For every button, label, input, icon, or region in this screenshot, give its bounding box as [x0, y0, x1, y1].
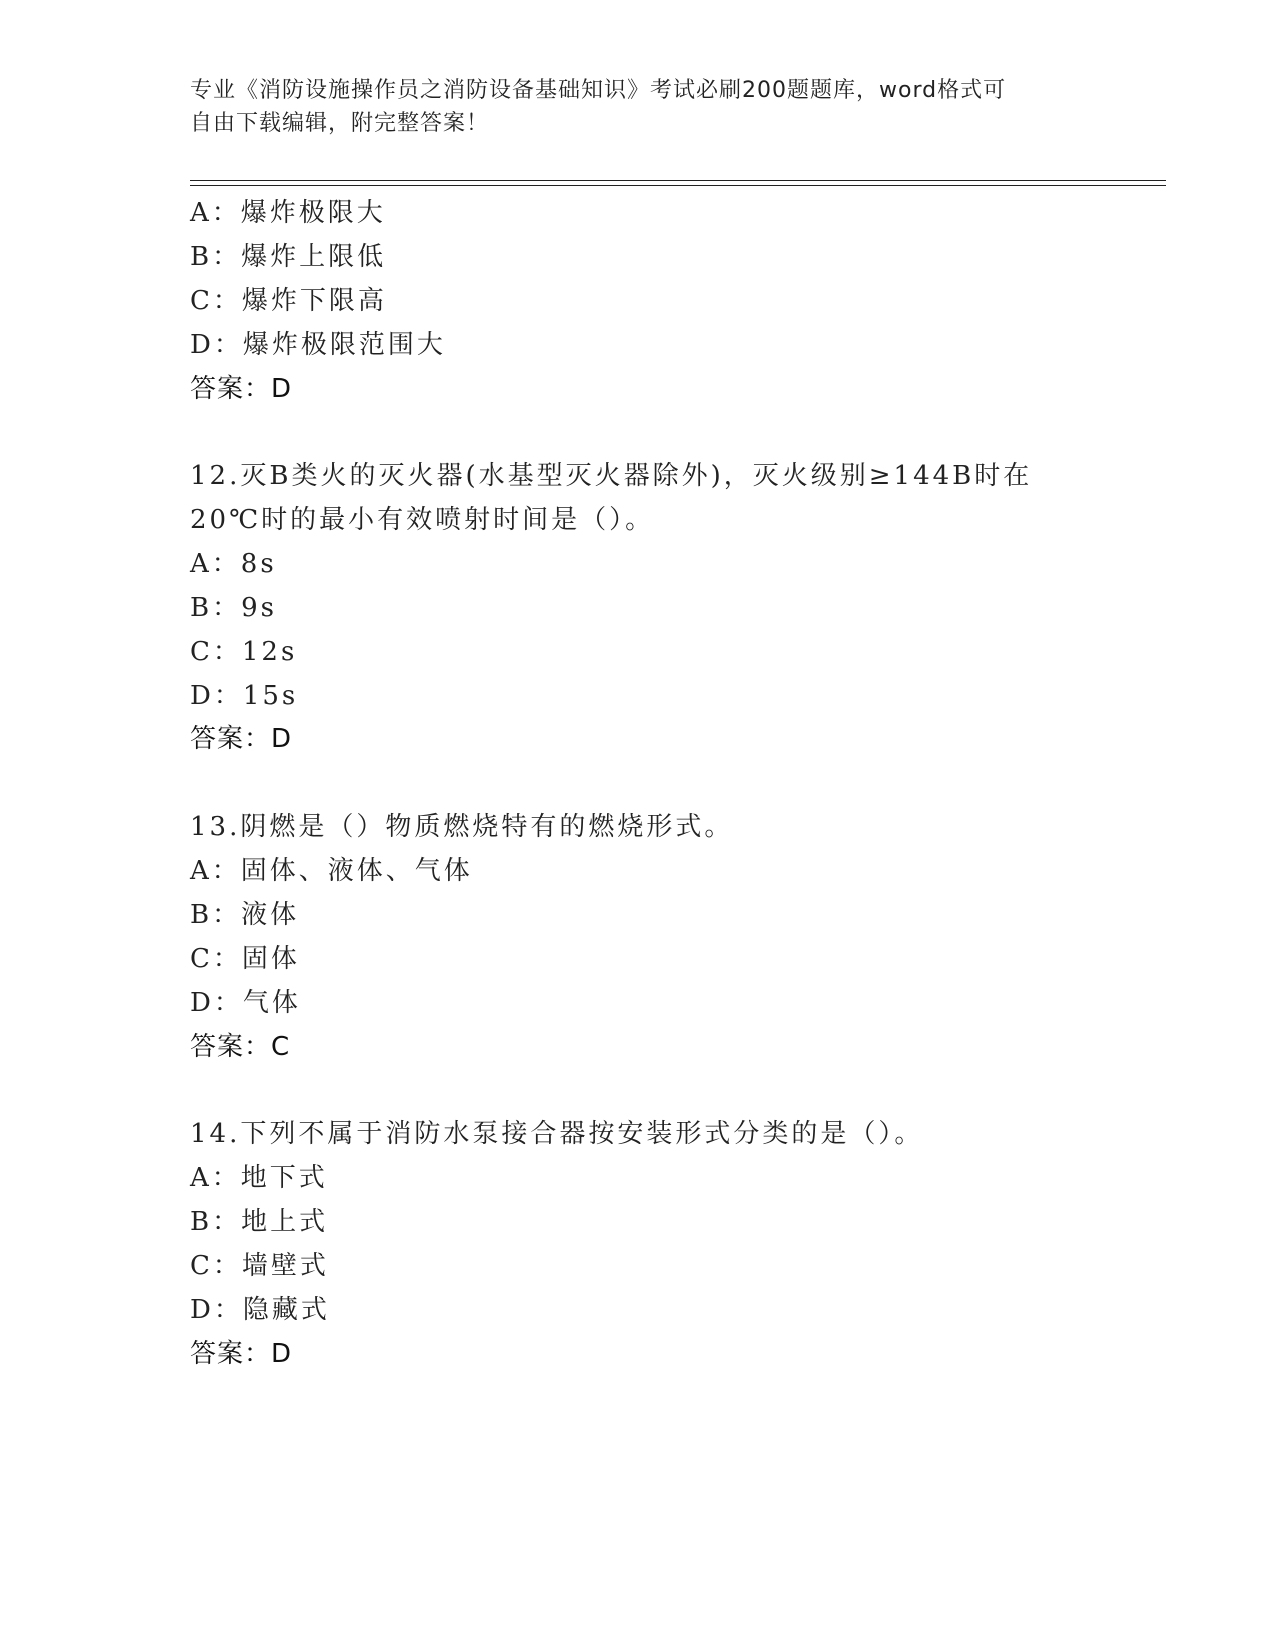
q14-stem: 14.下列不属于消防水泵接合器按安装形式分类的是（）。 — [190, 1119, 924, 1149]
q14-answer: 答案：D — [190, 1339, 293, 1369]
q13-stem: 13.阴燃是（）物质燃烧特有的燃烧形式。 — [190, 812, 734, 842]
q12-stem-line-1: 12.灭B类火的灭火器(水基型灭火器除外)，灭火级别≥144B时在 — [190, 461, 1033, 491]
q13-option-c: C：固体 — [190, 944, 300, 974]
q13-option-d: D：气体 — [190, 988, 301, 1018]
header-line-1: 专业《消防设施操作员之消防设备基础知识》考试必刷200题题库，word格式可 — [190, 78, 1007, 103]
q11-option-c: C：爆炸下限高 — [190, 286, 387, 316]
q11-option-b: B：爆炸上限低 — [190, 242, 387, 272]
header-line-2: 自由下载编辑，附完整答案！ — [190, 111, 490, 136]
q13-answer: 答案：C — [190, 1032, 291, 1062]
q12-option-b: B：9s — [190, 593, 277, 623]
header-divider-bottom — [190, 185, 1166, 186]
q12-option-a: A：8s — [190, 549, 277, 579]
q11-option-a: A：爆炸极限大 — [190, 198, 386, 228]
header-divider-top — [190, 180, 1166, 181]
q11-option-d: D：爆炸极限范围大 — [190, 330, 446, 360]
q12-stem-line-2: 20℃时的最小有效喷射时间是（）。 — [190, 505, 655, 535]
q13-option-a: A：固体、液体、气体 — [190, 856, 473, 886]
q14-option-b: B：地上式 — [190, 1207, 329, 1237]
document-header — [190, 74, 1090, 140]
q14-option-d: D：隐藏式 — [190, 1295, 330, 1325]
q12-answer: 答案：D — [190, 724, 293, 754]
q12-option-d: D：15s — [190, 681, 299, 711]
q14-option-c: C：墙壁式 — [190, 1251, 329, 1281]
q11-answer: 答案：D — [190, 374, 293, 404]
q12-option-c: C：12s — [190, 637, 298, 667]
q13-option-b: B：液体 — [190, 900, 300, 930]
q14-option-a: A：地下式 — [190, 1163, 328, 1193]
